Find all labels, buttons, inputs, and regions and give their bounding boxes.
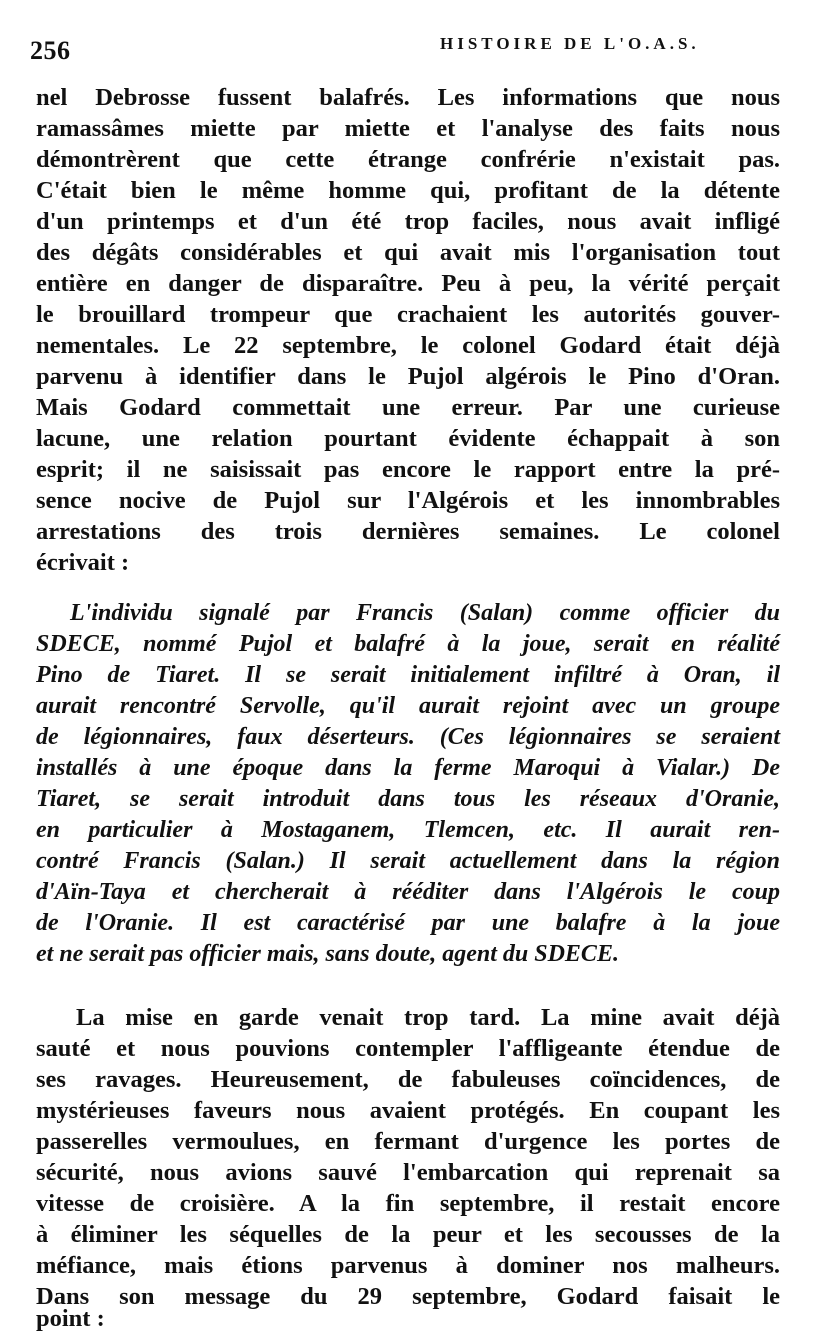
- quote-line: contré Francis (Salan.) Il serait actuellement dans la région: [36, 848, 780, 874]
- quote-line: de l'Oranie. Il est caractérisé par une balafre à la joue: [36, 910, 780, 936]
- quote-line: aurait rencontré Servolle, qu'il aurait rejoint avec un groupe: [36, 693, 780, 719]
- paragraph-line: sence nocive de Pujol sur l'Algérois et les innombrables: [36, 487, 780, 514]
- paragraph-line: ramassâmes miette par miette et l'analyse des faits nous: [36, 115, 780, 142]
- quote-line: Tiaret, se serait introduit dans tous les réseaux d'Oranie,: [36, 786, 780, 812]
- paragraph-line: le brouillard trompeur que crachaient les autorités gouver-: [36, 301, 780, 328]
- paragraph-line: mystérieuses faveurs nous avaient protégés. En coupant les: [36, 1097, 780, 1124]
- paragraph-line: La mise en garde venait trop tard. La mine avait déjà: [76, 1004, 780, 1031]
- quote-line: L'individu signalé par Francis (Salan) comme officier du: [70, 600, 780, 626]
- paragraph-line: entière en danger de disparaître. Peu à peu, la vérité perçait: [36, 270, 780, 297]
- paragraph-line: des dégâts considérables et qui avait mis l'organisation tout: [36, 239, 780, 266]
- paragraph-line: sauté et nous pouvions contempler l'affligeante étendue de: [36, 1035, 780, 1062]
- paragraph-line: démontrèrent que cette étrange confrérie n'existait pas.: [36, 146, 780, 173]
- page-number: 256: [30, 36, 71, 65]
- paragraph-line: Mais Godard commettait une erreur. Par une curieuse: [36, 394, 780, 421]
- paragraph-line: nementales. Le 22 septembre, le colonel Godard était déjà: [36, 332, 780, 359]
- quote-line: et ne serait pas officier mais, sans doute, agent du SDECE.: [36, 941, 619, 967]
- paragraph-line: vitesse de croisière. A la fin septembre, il restait encore: [36, 1190, 780, 1217]
- paragraph-line: passerelles vermoulues, en fermant d'urgence les portes de: [36, 1128, 780, 1155]
- paragraph-line: sécurité, nous avions sauvé l'embarcation qui reprenait sa: [36, 1159, 780, 1186]
- paragraph-line: écrivait :: [36, 549, 130, 576]
- paragraph-line: esprit; il ne saisissait pas encore le rapport entre la pré-: [36, 456, 780, 483]
- paragraph-line: C'était bien le même homme qui, profitant de la détente: [36, 177, 780, 204]
- quote-line: en particulier à Mostaganem, Tlemcen, etc. Il aurait ren-: [36, 817, 780, 843]
- paragraph-line: lacune, une relation pourtant évidente échappait à son: [36, 425, 780, 452]
- quote-line: SDECE, nommé Pujol et balafré à la joue, serait en réalité: [36, 631, 780, 657]
- paragraph-line: méfiance, mais étions parvenus à dominer nos malheurs.: [36, 1252, 780, 1279]
- quote-line: d'Aïn-Taya et chercherait à rééditer dans l'Algérois le coup: [36, 879, 780, 905]
- quote-line: Pino de Tiaret. Il se serait initialement infiltré à Oran, il: [36, 662, 780, 688]
- paragraph-line: à éliminer les séquelles de la peur et les secousses de la: [36, 1221, 780, 1248]
- paragraph-line: parvenu à identifier dans le Pujol algérois le Pino d'Oran.: [36, 363, 780, 390]
- paragraph-line: arrestations des trois dernières semaines. Le colonel: [36, 518, 780, 545]
- paragraph-line: ses ravages. Heureusement, de fabuleuses coïncidences, de: [36, 1066, 780, 1093]
- paragraph-line: point :: [36, 1305, 105, 1332]
- running-head: HISTOIRE DE L'O.A.S.: [440, 34, 700, 53]
- paragraph-line: nel Debrosse fussent balafrés. Les informations que nous: [36, 84, 780, 111]
- paragraph-line: Dans son message du 29 septembre, Godard faisait le: [36, 1283, 780, 1310]
- quote-line: installés à une époque dans la ferme Maroqui à Vialar.) De: [36, 755, 780, 781]
- quote-line: de légionnaires, faux déserteurs. (Ces légionnaires se seraient: [36, 724, 780, 750]
- paragraph-line: d'un printemps et d'un été trop faciles, nous avait infligé: [36, 208, 780, 235]
